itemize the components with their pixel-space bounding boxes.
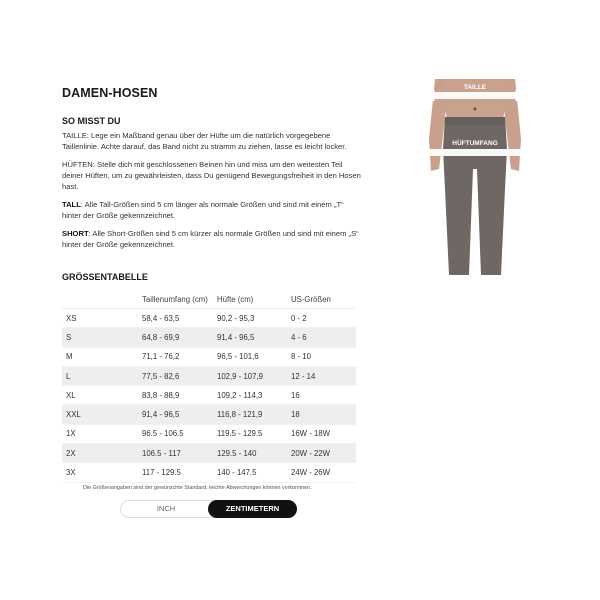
measure-guide bbox=[62, 86, 362, 257]
model-figure-icon bbox=[425, 79, 525, 275]
unit-option-inch[interactable]: INCH bbox=[156, 504, 176, 513]
table-row: 3X 117 - 129.5 140 - 147.5 24W - 26W bbox=[62, 463, 356, 482]
page-title: DAMEN-HOSEN bbox=[62, 86, 158, 100]
header-hip: Hüfte (cm) bbox=[217, 294, 254, 304]
table-row: L 77,5 - 82,6 102,9 - 107,9 12 - 14 bbox=[62, 367, 356, 386]
table-row: XXL 91,4 - 96,5 116,8 - 121,9 18 bbox=[62, 405, 356, 424]
size-table-title: GRÖSSENTABELLE bbox=[62, 272, 148, 282]
size-table bbox=[62, 290, 356, 483]
table-row: 1X 96.5 - 106.5 119.5 - 129.5 16W - 18W bbox=[62, 425, 356, 444]
unit-toggle[interactable] bbox=[120, 500, 297, 518]
svg-text:TAILLE: TAILLE bbox=[463, 84, 487, 91]
table-row: S 64,8 - 69,9 91,4 - 96,5 4 - 6 bbox=[62, 328, 356, 347]
table-row: M 71,1 - 76,2 96,5 - 101,6 8 - 10 bbox=[62, 348, 356, 367]
section-title: SO MISST DU bbox=[62, 116, 121, 126]
header-us-size: US-Größen bbox=[291, 294, 331, 304]
table-header bbox=[62, 290, 356, 309]
table-row: 2X 106.5 - 117 129.5 - 140 20W - 22W bbox=[62, 444, 356, 463]
table-row: XS 58,4 - 63,5 90,2 - 95,3 0 - 2 bbox=[62, 309, 356, 328]
unit-option-centimeters[interactable]: ZENTIMETERN bbox=[208, 500, 297, 518]
hip-instructions: HÜFTEN: Stelle dich mit geschlossenen Beinen hin und miss um den weitesten Teil deiner Hüften, um zu gewährleisten, dass Du genügend Bewegungsfreiheit in den Hosen hast. bbox=[62, 160, 361, 191]
waist-instructions: TAILLE: Lege ein Maßband genau über der Hüfte um die natürlich vorgegebene Taillenlinie. Achte darauf, das Band nicht zu stramm zu ziehen, lasse es leicht locker. bbox=[62, 131, 347, 151]
table-row: XL 83,8 - 88,9 109,2 - 114,3 16 bbox=[62, 386, 356, 405]
size-disclaimer: Die Größenangaben sind der gewünschte Standard, leichte Abweichungen können vorkommen. bbox=[83, 485, 312, 491]
short-info: SHORT: Alle Short-Größen sind 5 cm kürzer als normale Größen und sind mit einem „S“ hinter der Größe gekennzeichnet. bbox=[62, 229, 359, 249]
header-waist: Taillenumfang (cm) bbox=[142, 294, 208, 304]
svg-text:HÜFTUMFANG: HÜFTUMFANG bbox=[452, 140, 498, 147]
model-measurement-image bbox=[425, 79, 525, 275]
tall-info: TALL: Alle Tall-Größen sind 5 cm länger als normale Größen und sind mit einem „T“ hinter der Größe gekennzeichnet. bbox=[62, 200, 344, 220]
